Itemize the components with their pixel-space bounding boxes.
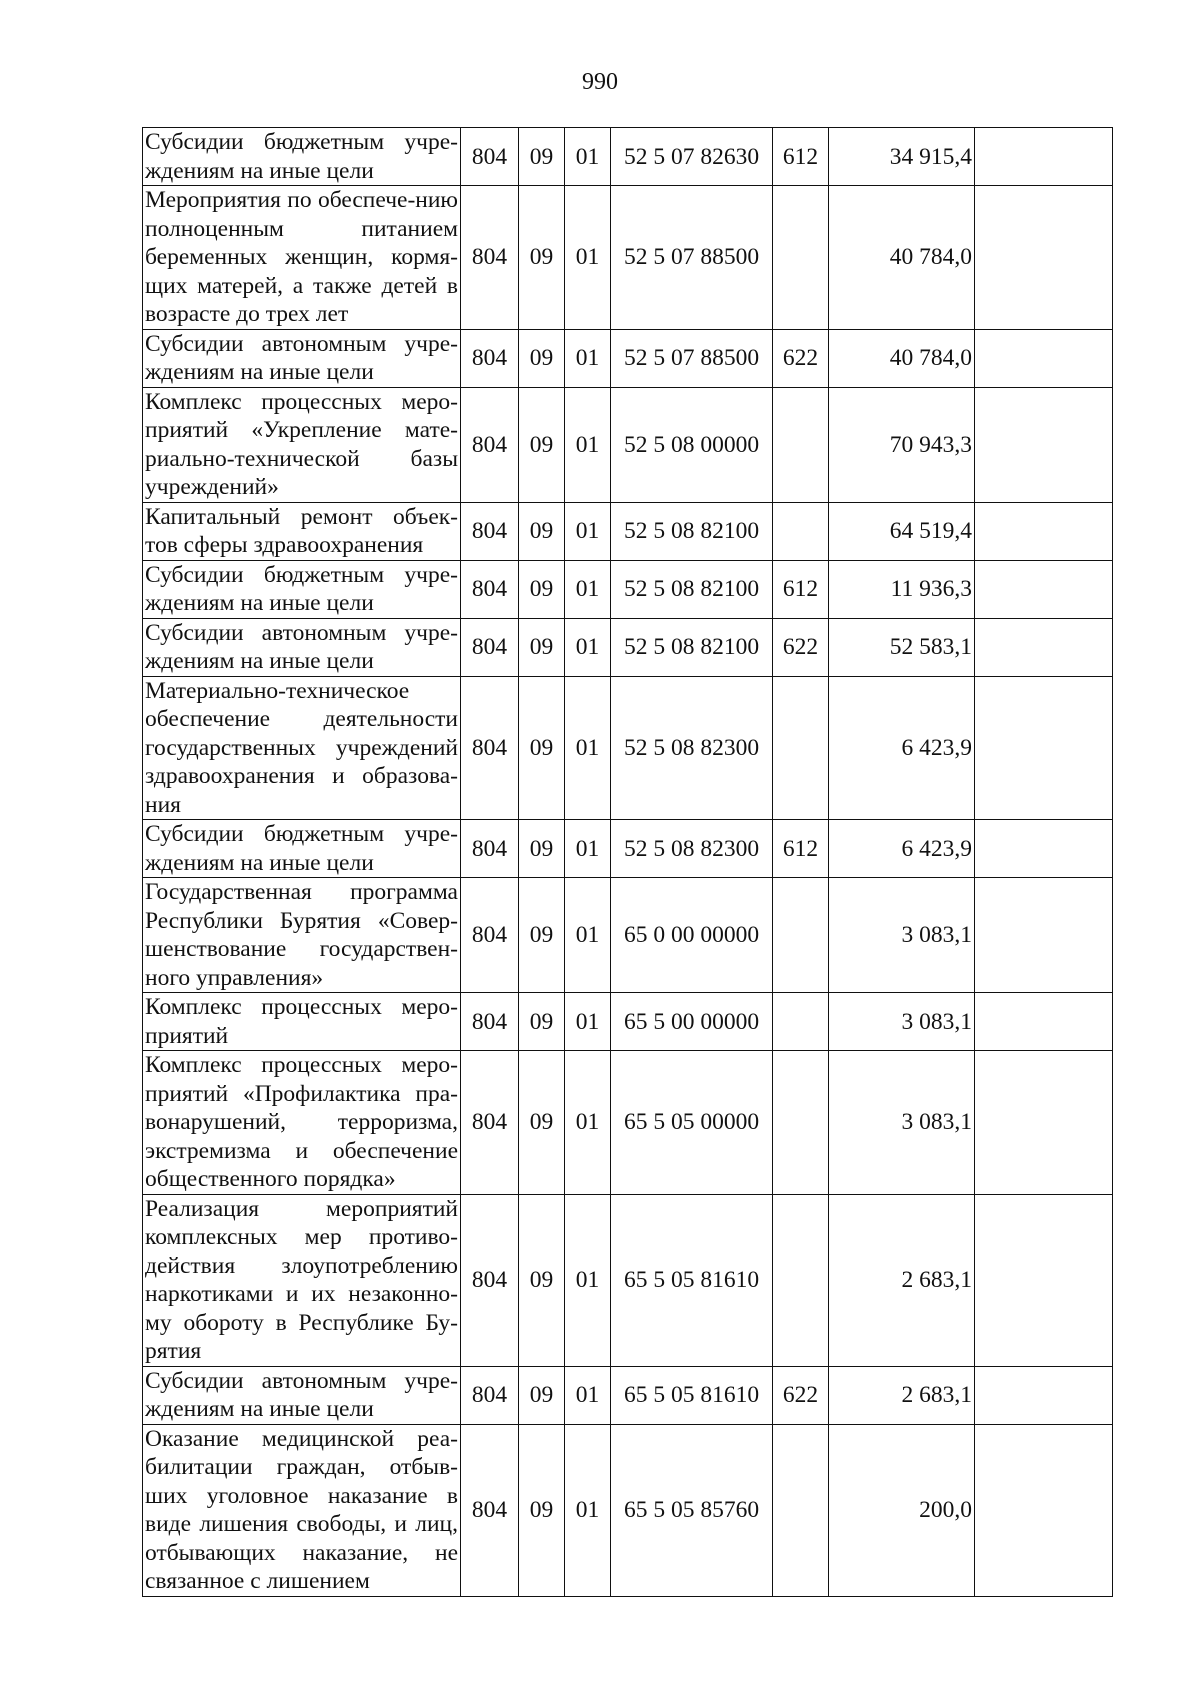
target-article-code: 52 5 08 82100 [611,618,773,676]
page-number: 990 [582,69,618,95]
section-code: 09 [519,502,565,560]
ministry-code: 804 [461,993,519,1051]
target-article-code: 52 5 07 82630 [611,128,773,186]
amount: 6 423,9 [829,676,975,820]
extra-column [975,186,1113,330]
expense-type-code [773,676,829,820]
ministry-code: 804 [461,676,519,820]
table-row [143,820,1113,878]
subsection-code: 01 [565,560,611,618]
target-article-code: 52 5 08 82100 [611,560,773,618]
ministry-code: 804 [461,878,519,993]
ministry-code: 804 [461,329,519,387]
row-name: Материально-техническое обеспечение деятельности государственных учреждений здравоохранения и образова-ния [143,676,461,820]
subsection-code: 01 [565,128,611,186]
amount: 40 784,0 [829,186,975,330]
row-name: Капитальный ремонт объек-тов сферы здравоохранения [143,502,461,560]
subsection-code: 01 [565,993,611,1051]
section-code: 09 [519,878,565,993]
ministry-code: 804 [461,1051,519,1195]
expense-type-code [773,993,829,1051]
subsection-code: 01 [565,618,611,676]
amount: 3 083,1 [829,1051,975,1195]
extra-column [975,128,1113,186]
row-name: Государственная программа Республики Бурятия «Совер-шенствование государствен-ного управления» [143,878,461,993]
extra-column [975,1424,1113,1596]
section-code: 09 [519,128,565,186]
table-row [143,1194,1113,1366]
ministry-code: 804 [461,1194,519,1366]
row-name: Субсидии автономным учре-ждениям на иные цели [143,618,461,676]
table-row [143,618,1113,676]
subsection-code: 01 [565,676,611,820]
amount: 200,0 [829,1424,975,1596]
amount: 2 683,1 [829,1194,975,1366]
extra-column [975,329,1113,387]
expense-type-code: 622 [773,618,829,676]
table-row [143,186,1113,330]
row-name: Мероприятия по обеспече-нию полноценным питанием беременных женщин, кормя-щих матерей, а также детей в возрасте до трех лет [143,186,461,330]
table-row [143,560,1113,618]
ministry-code: 804 [461,1366,519,1424]
extra-column [975,1194,1113,1366]
row-name: Реализация мероприятий комплексных мер противо-действия злоупотреблению наркотиками и их незаконно-му обороту в Республике Бу-рятия [143,1194,461,1366]
section-code: 09 [519,993,565,1051]
section-code: 09 [519,1366,565,1424]
ministry-code: 804 [461,560,519,618]
table-row [143,128,1113,186]
amount: 40 784,0 [829,329,975,387]
expense-type-code: 612 [773,128,829,186]
ministry-code: 804 [461,387,519,502]
amount: 11 936,3 [829,560,975,618]
amount: 6 423,9 [829,820,975,878]
expense-type-code [773,878,829,993]
section-code: 09 [519,1051,565,1195]
expense-type-code: 612 [773,820,829,878]
extra-column [975,820,1113,878]
expense-type-code: 622 [773,1366,829,1424]
row-name: Оказание медицинской реа-билитации граждан, отбыв-ших уголовное наказание в виде лишения свободы, и лиц, отбывающих наказание, не связанное с лишением [143,1424,461,1596]
section-code: 09 [519,387,565,502]
subsection-code: 01 [565,878,611,993]
section-code: 09 [519,676,565,820]
table-row [143,1051,1113,1195]
table-row [143,387,1113,502]
extra-column [975,1051,1113,1195]
extra-column [975,676,1113,820]
subsection-code: 01 [565,387,611,502]
target-article-code: 52 5 07 88500 [611,186,773,330]
section-code: 09 [519,1194,565,1366]
expense-type-code [773,1424,829,1596]
expense-type-code [773,502,829,560]
ministry-code: 804 [461,502,519,560]
table-row [143,1424,1113,1596]
extra-column [975,993,1113,1051]
ministry-code: 804 [461,128,519,186]
ministry-code: 804 [461,186,519,330]
target-article-code: 65 5 05 81610 [611,1366,773,1424]
target-article-code: 52 5 08 82300 [611,820,773,878]
subsection-code: 01 [565,1194,611,1366]
amount: 52 583,1 [829,618,975,676]
subsection-code: 01 [565,502,611,560]
row-name: Комплекс процессных меро-приятий «Профилактика пра-вонарушений, терроризма, экстремизма и обеспечение общественного порядка» [143,1051,461,1195]
expense-type-code [773,186,829,330]
section-code: 09 [519,186,565,330]
section-code: 09 [519,1424,565,1596]
row-name: Субсидии бюджетным учре-ждениям на иные цели [143,820,461,878]
amount: 70 943,3 [829,387,975,502]
row-name: Субсидии автономным учре-ждениям на иные цели [143,1366,461,1424]
amount: 3 083,1 [829,993,975,1051]
budget-table [142,127,1113,1597]
subsection-code: 01 [565,820,611,878]
table-row [143,1366,1113,1424]
row-name: Субсидии бюджетным учре-ждениям на иные цели [143,128,461,186]
target-article-code: 52 5 08 82300 [611,676,773,820]
section-code: 09 [519,820,565,878]
extra-column [975,878,1113,993]
row-name: Комплекс процессных меро-приятий «Укрепление мате-риально-технической базы учреждений» [143,387,461,502]
row-name: Субсидии автономным учре-ждениям на иные цели [143,329,461,387]
extra-column [975,618,1113,676]
extra-column [975,502,1113,560]
subsection-code: 01 [565,1366,611,1424]
expense-type-code [773,1194,829,1366]
table-row [143,676,1113,820]
amount: 64 519,4 [829,502,975,560]
subsection-code: 01 [565,186,611,330]
table-row [143,878,1113,993]
section-code: 09 [519,618,565,676]
amount: 2 683,1 [829,1366,975,1424]
expense-type-code [773,1051,829,1195]
target-article-code: 65 5 05 85760 [611,1424,773,1596]
target-article-code: 65 5 05 81610 [611,1194,773,1366]
section-code: 09 [519,329,565,387]
ministry-code: 804 [461,618,519,676]
amount: 3 083,1 [829,878,975,993]
target-article-code: 52 5 08 00000 [611,387,773,502]
target-article-code: 65 0 00 00000 [611,878,773,993]
ministry-code: 804 [461,1424,519,1596]
subsection-code: 01 [565,329,611,387]
ministry-code: 804 [461,820,519,878]
row-name: Комплекс процессных меро-приятий [143,993,461,1051]
target-article-code: 52 5 08 82100 [611,502,773,560]
table-row [143,993,1113,1051]
amount: 34 915,4 [829,128,975,186]
table-row [143,329,1113,387]
expense-type-code: 622 [773,329,829,387]
target-article-code: 52 5 07 88500 [611,329,773,387]
extra-column [975,560,1113,618]
target-article-code: 65 5 00 00000 [611,993,773,1051]
expense-type-code [773,387,829,502]
extra-column [975,387,1113,502]
extra-column [975,1366,1113,1424]
expense-type-code: 612 [773,560,829,618]
subsection-code: 01 [565,1051,611,1195]
section-code: 09 [519,560,565,618]
row-name: Субсидии бюджетным учре-ждениям на иные цели [143,560,461,618]
subsection-code: 01 [565,1424,611,1596]
table-row [143,502,1113,560]
target-article-code: 65 5 05 00000 [611,1051,773,1195]
